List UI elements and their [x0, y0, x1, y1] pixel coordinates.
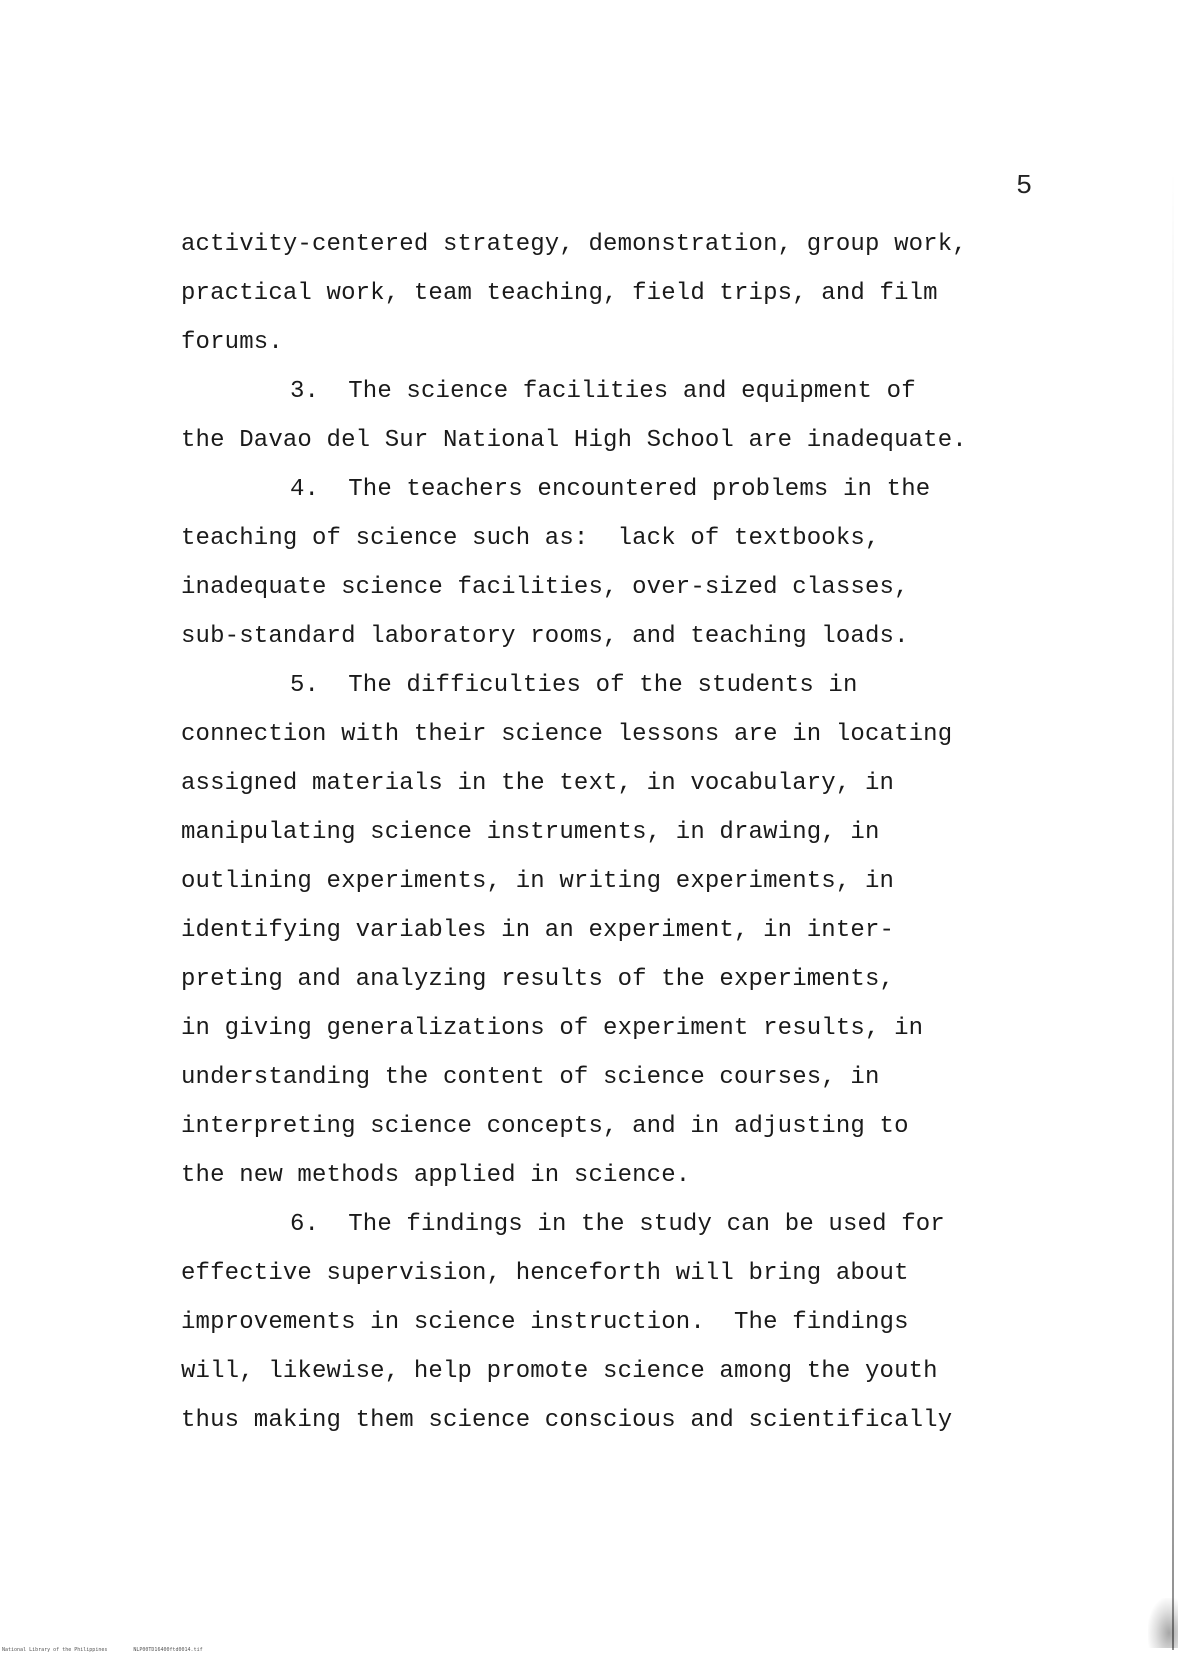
text-line: assigned materials in the text, in vocabulary, in: [181, 770, 895, 797]
text-line: forums.: [181, 329, 283, 356]
text-line: practical work, team teaching, field trips, and film: [181, 280, 938, 307]
text-line: the new methods applied in science.: [181, 1162, 691, 1189]
scan-edge-shadow: [1172, 170, 1174, 1650]
library-credit: National Library of the Philippines: [2, 1647, 108, 1653]
text-line: connection with their science lessons are in locating: [181, 721, 953, 748]
text-line: outlining experiments, in writing experiments, in: [181, 868, 895, 895]
scan-footer: [2, 1646, 203, 1654]
text-line: the Davao del Sur National High School are inadequate.: [181, 427, 967, 454]
text-line: in giving generalizations of experiment results, in: [181, 1015, 924, 1042]
text-line: activity-centered strategy, demonstration, group work,: [181, 231, 967, 258]
list-item-3-start: 3. The science facilities and equipment of: [290, 378, 916, 405]
text-line: identifying variables in an experiment, in inter-: [181, 917, 895, 944]
text-line: improvements in science instruction. The findings: [181, 1309, 909, 1336]
list-item-6-start: 6. The findings in the study can be used for: [290, 1211, 945, 1238]
text-line: sub-standard laboratory rooms, and teaching loads.: [181, 623, 909, 650]
text-line: understanding the content of science courses, in: [181, 1064, 880, 1091]
list-item-5-start: 5. The difficulties of the students in: [290, 672, 858, 699]
text-line: thus making them science conscious and scientifically: [181, 1407, 953, 1434]
list-item-4-start: 4. The teachers encountered problems in the: [290, 476, 931, 503]
text-line: preting and analyzing results of the experiments,: [181, 966, 895, 993]
scan-filename: NLP00TD16400ftd0014.tif: [133, 1647, 203, 1653]
text-line: will, likewise, help promote science among the youth: [181, 1358, 938, 1385]
text-line: interpreting science concepts, and in adjusting to: [181, 1113, 909, 1140]
text-line: teaching of science such as: lack of textbooks,: [181, 525, 880, 552]
text-line: manipulating science instruments, in drawing, in: [181, 819, 880, 846]
text-line: inadequate science facilities, over-sized classes,: [181, 574, 909, 601]
scan-corner-smudge: [1148, 1598, 1178, 1648]
text-line: effective supervision, henceforth will bring about: [181, 1260, 909, 1287]
page-number: 5: [1016, 172, 1033, 202]
body-text: [181, 220, 1061, 1445]
